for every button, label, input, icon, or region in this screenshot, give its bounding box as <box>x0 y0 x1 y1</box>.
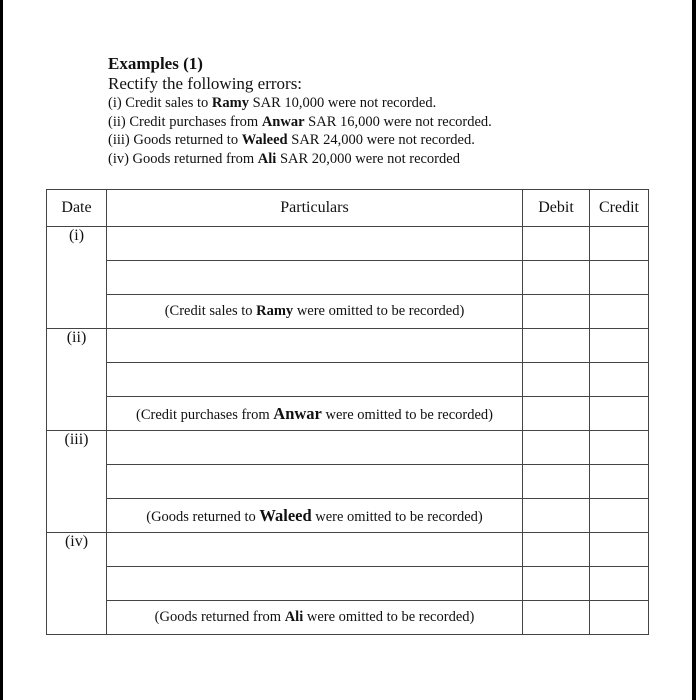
credit-cell <box>590 363 649 397</box>
debit-cell <box>523 227 590 261</box>
narration-cell: (Goods returned to Waleed were omitted to be recorded) <box>107 499 523 533</box>
credit-cell <box>590 601 649 635</box>
particulars-column-header: Particulars <box>107 190 523 227</box>
credit-cell <box>590 465 649 499</box>
debit-cell <box>523 499 590 533</box>
debit-cell <box>523 261 590 295</box>
table-header-row <box>47 190 649 227</box>
particulars-cell <box>107 431 523 465</box>
particulars-cell <box>107 329 523 363</box>
table-row <box>47 397 649 431</box>
table-row <box>47 227 649 261</box>
table-row <box>47 295 649 329</box>
particulars-cell <box>107 227 523 261</box>
credit-cell <box>590 397 649 431</box>
entry-date-cell: (ii) <box>47 329 107 431</box>
exercise-title: Examples (1) <box>108 54 203 73</box>
narration-cell: (Goods returned from Ali were omitted to be recorded) <box>107 601 523 635</box>
table-row <box>47 567 649 601</box>
debit-cell <box>523 465 590 499</box>
table-row <box>47 601 649 635</box>
narration-cell: (Credit purchases from Anwar were omitted to be recorded) <box>107 397 523 431</box>
error-item: (ii) Credit purchases from Anwar SAR 16,000 were not recorded. <box>108 113 492 130</box>
table-row <box>47 431 649 465</box>
date-column-header: Date <box>47 190 107 227</box>
journal-table <box>46 189 649 635</box>
table-row <box>47 465 649 499</box>
right-border-bar <box>692 0 696 700</box>
credit-cell <box>590 533 649 567</box>
particulars-cell <box>107 261 523 295</box>
error-item: (iii) Goods returned to Waleed SAR 24,000 were not recorded. <box>108 132 475 148</box>
particulars-cell <box>107 533 523 567</box>
error-item: (iv) Goods returned from Ali SAR 20,000 were not recorded <box>108 150 460 167</box>
table-row <box>47 499 649 533</box>
table-row <box>47 363 649 397</box>
table-row <box>47 261 649 295</box>
entry-date-cell: (i) <box>47 227 107 329</box>
entry-date-cell: (iii) <box>47 431 107 533</box>
credit-cell <box>590 567 649 601</box>
credit-cell <box>590 227 649 261</box>
credit-cell <box>590 431 649 465</box>
particulars-cell <box>107 363 523 397</box>
error-item: (i) Credit sales to Ramy SAR 10,000 were not recorded. <box>108 95 437 111</box>
exercise-instruction: Rectify the following errors: <box>108 74 303 93</box>
credit-cell <box>590 499 649 533</box>
exercise-heading <box>108 54 492 168</box>
debit-cell <box>523 533 590 567</box>
narration-cell: (Credit sales to Ramy were omitted to be recorded) <box>107 295 523 329</box>
debit-cell <box>523 363 590 397</box>
debit-cell <box>523 295 590 329</box>
debit-cell <box>523 397 590 431</box>
debit-cell <box>523 431 590 465</box>
debit-cell <box>523 601 590 635</box>
particulars-cell <box>107 567 523 601</box>
credit-cell <box>590 261 649 295</box>
left-border-bar <box>0 0 3 700</box>
credit-cell <box>590 295 649 329</box>
credit-cell <box>590 329 649 363</box>
credit-column-header: Credit <box>590 190 649 227</box>
entry-date-cell: (iv) <box>47 533 107 635</box>
debit-column-header: Debit <box>523 190 590 227</box>
table-row <box>47 533 649 567</box>
table-row <box>47 329 649 363</box>
particulars-cell <box>107 465 523 499</box>
debit-cell <box>523 567 590 601</box>
debit-cell <box>523 329 590 363</box>
